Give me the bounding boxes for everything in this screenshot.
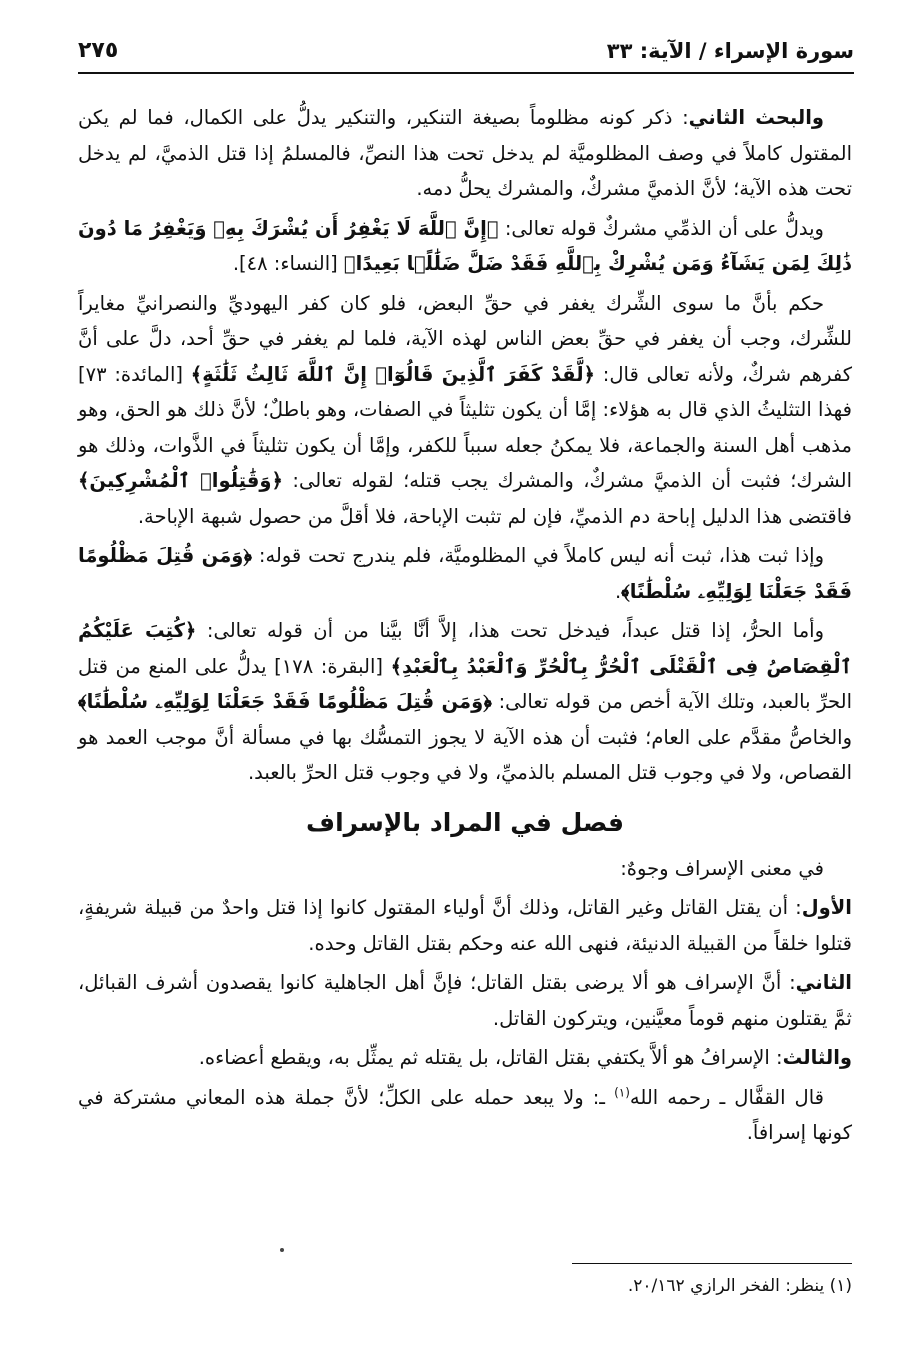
page-header	[78, 38, 854, 78]
paragraph-text: وإذا ثبت هذا، ثبت أنه ليس كاملاً في المظلوميَّة، فلم يندرج تحت قوله:	[252, 544, 824, 567]
paragraph-text: [البقرة: ١٧٨] يدلُّ على المنع من قتل الحرِّ بالعبد، وتلك الآية أخص من قوله تعالى:	[78, 654, 853, 713]
main-text	[78, 100, 852, 1155]
quran-verse: ﴿لَّقَدْ كَفَرَ ٱلَّذِينَ قَالُوٓا۟ إِنَّ ٱللَّهَ ثَالِثُ ثَلَٰثَةٍ﴾	[190, 362, 595, 386]
list-item-second	[78, 965, 852, 1036]
page-number: ٢٧٥	[78, 38, 119, 63]
footnote: (١) ينظر: الفخر الرازي ٢٠/١٦٢.	[627, 1276, 852, 1296]
quran-verse: ﴿كُتِبَ عَلَيْكُمُ ٱلْقِصَاصُ فِى ٱلْقَتْلَى ٱلْحُرُّ بِٱلْحُرِّ وَٱلْعَبْدُ بِٱلْعَبْدِ﴾	[78, 619, 852, 678]
paragraph-text: [المائدة: ٧٣] فهذا التثليثُ الذي قال به هؤلاء: إمَّا أن يكون تثليثاً في الصفات، وهو باطلٌ؛ لأنَّ ذلك هو الحق، وهو مذهب أهل السنة والجماعة، فلا يمكنُ جعله سبباً للكفر، وإمَّا أن يكون تثليثاً في الذَّوات، وذلك هو الشرك؛ فثبت أن الذميَّ مشركٌ، والمشرك يجب قتله؛ لقوله تعالى:	[78, 362, 852, 492]
footnote-rule	[572, 1263, 852, 1264]
paragraph-text: فاقتضى هذا الدليل إباحة دم الذميِّ، فإن لم تثبت الإباحة، فلا أقلَّ من حصول شبهة الإباحة.	[137, 504, 852, 528]
paragraph-text: وأما الحرُّ، إذا قتل عبداً، فيدخل تحت هذا، إلاَّ أنَّا بيَّنا من أن قوله تعالى:	[196, 619, 825, 642]
item-text: : أنَّ الإسراف هو ألا يرضى بقتل القاتل؛ فإنَّ أهل الجاهلية كانوا يقصدون أشرف القبائل، ثمَّ يقتلون منهم قوماً معيَّنين، ويتركون القاتل.	[78, 971, 852, 1030]
paragraph-lead: والبحث الثاني	[688, 106, 825, 129]
paragraph-text: : ذكر كونه مظلوماً بصيغة التنكير، والتنكير يدلُّ على الكمال، فما لم يكن المقتول كاملاً في وصف المظلوميَّة لم يدخل تحت هذا النصِّ، فالمسلمُ إذا قتل الذميَّ، لم يدخل تحت هذه الآية؛ لأنَّ الذميَّ مشركٌ، والمشرك يحلُّ دمه.	[78, 106, 852, 200]
quran-verse: ﴿وَمَن قُتِلَ مَظْلُومًا فَقَدْ جَعَلْنَا لِوَلِيِّهِۦ سُلْطَٰنًا﴾	[78, 690, 492, 713]
paragraph-3	[78, 286, 852, 535]
paragraph-text: قال القفَّال ـ رحمه الله	[629, 1085, 824, 1109]
closing-paragraph	[78, 1080, 852, 1151]
paragraph-4	[78, 538, 852, 609]
item-lead: الأول	[801, 896, 852, 919]
paragraph-text: ويدلُّ على أن الذمِّي مشركٌ قوله تعالى:	[498, 216, 824, 240]
paragraph-1	[78, 100, 852, 207]
paragraph-text: حكم بأنَّ ما سوى الشِّرك يغفر في حقِّ البعض، فلو كان كفر اليهوديِّ والنصرانيِّ مغايراً للشِّرك، وجب أن يغفر في حقِّ بعض الناس لهذه الآية، فلما لم يغفر في حقِّ أحد، دلَّ على أنَّ كفرهم شركٌ، ولأنه تعالى قال:	[78, 291, 852, 386]
section-heading: فصل في المراد بالإسراف	[306, 807, 624, 837]
paragraph-text: ـ: ولا يبعد حمله على الكلِّ؛ لأنَّ جملة هذه المعاني مشتركة في كونها إسرافاً.	[78, 1085, 852, 1144]
running-title: سورة الإسراء / الآية: ٣٣	[606, 39, 854, 63]
quran-verse: ﴿إِنَّ ٱللَّهَ لَا يَغْفِرُ أَن يُشْرَكَ بِهِۦ وَيَغْفِرُ مَا دُونَ ذَٰلِكَ لِمَن يَشَآءُ وَمَن يُشْرِكْ بِٱللَّهِ فَقَدْ ضَلَّ ضَلَٰلًۢا بَعِيدًا﴾	[78, 216, 852, 275]
quran-verse: ﴿وَمَن قُتِلَ مَظْلُومًا فَقَدْ جَعَلْنَا لِوَلِيِّهِۦ سُلْطَٰنًا﴾	[78, 544, 852, 603]
print-speck	[280, 1248, 284, 1252]
paragraph-text: والخاصُّ مقدَّم على العام؛ فثبت أن هذه الآية لا يجوز التمسُّك بها في مسألة أنَّ موجب العمد هو القصاص، ولا في وجوب قتل المسلم بالذميِّ، ولا في وجوب قتل الحرِّ بالعبد.	[78, 725, 852, 784]
item-text: : أن يقتل القاتل وغير القاتل، وذلك أنَّ أولياء المقتول كانوا إذا قتل واحدٌ من قبيلة شريفةٍ، قتلوا خلقاً من القبيلة الدنيئة، فنهى الله عنه وحكم بقتل القاتل وحده.	[78, 896, 852, 955]
item-text: : الإسرافُ هو ألاَّ يكتفي بقتل القاتل، بل يقتله ثم يمثِّل به، ويقطع أعضاءه.	[198, 1046, 783, 1069]
item-lead: والثالث	[782, 1046, 852, 1069]
list-item-first	[78, 890, 852, 961]
list-item-third	[78, 1040, 852, 1076]
paragraph-5	[78, 613, 852, 791]
item-lead: الثاني	[795, 971, 852, 994]
section-intro: في معنى الإسراف وجوهٌ:	[620, 856, 824, 880]
header-rule	[78, 72, 854, 74]
footnote-reference[interactable]: (١)	[614, 1085, 630, 1099]
paragraph-text: [النساء: ٤٨].	[232, 252, 344, 275]
quran-verse: ﴿وَقَٰتِلُوا۟ ٱلْمُشْرِكِينَ﴾	[78, 469, 283, 492]
paragraph-text: .	[614, 579, 622, 603]
paragraph-2	[78, 211, 852, 282]
